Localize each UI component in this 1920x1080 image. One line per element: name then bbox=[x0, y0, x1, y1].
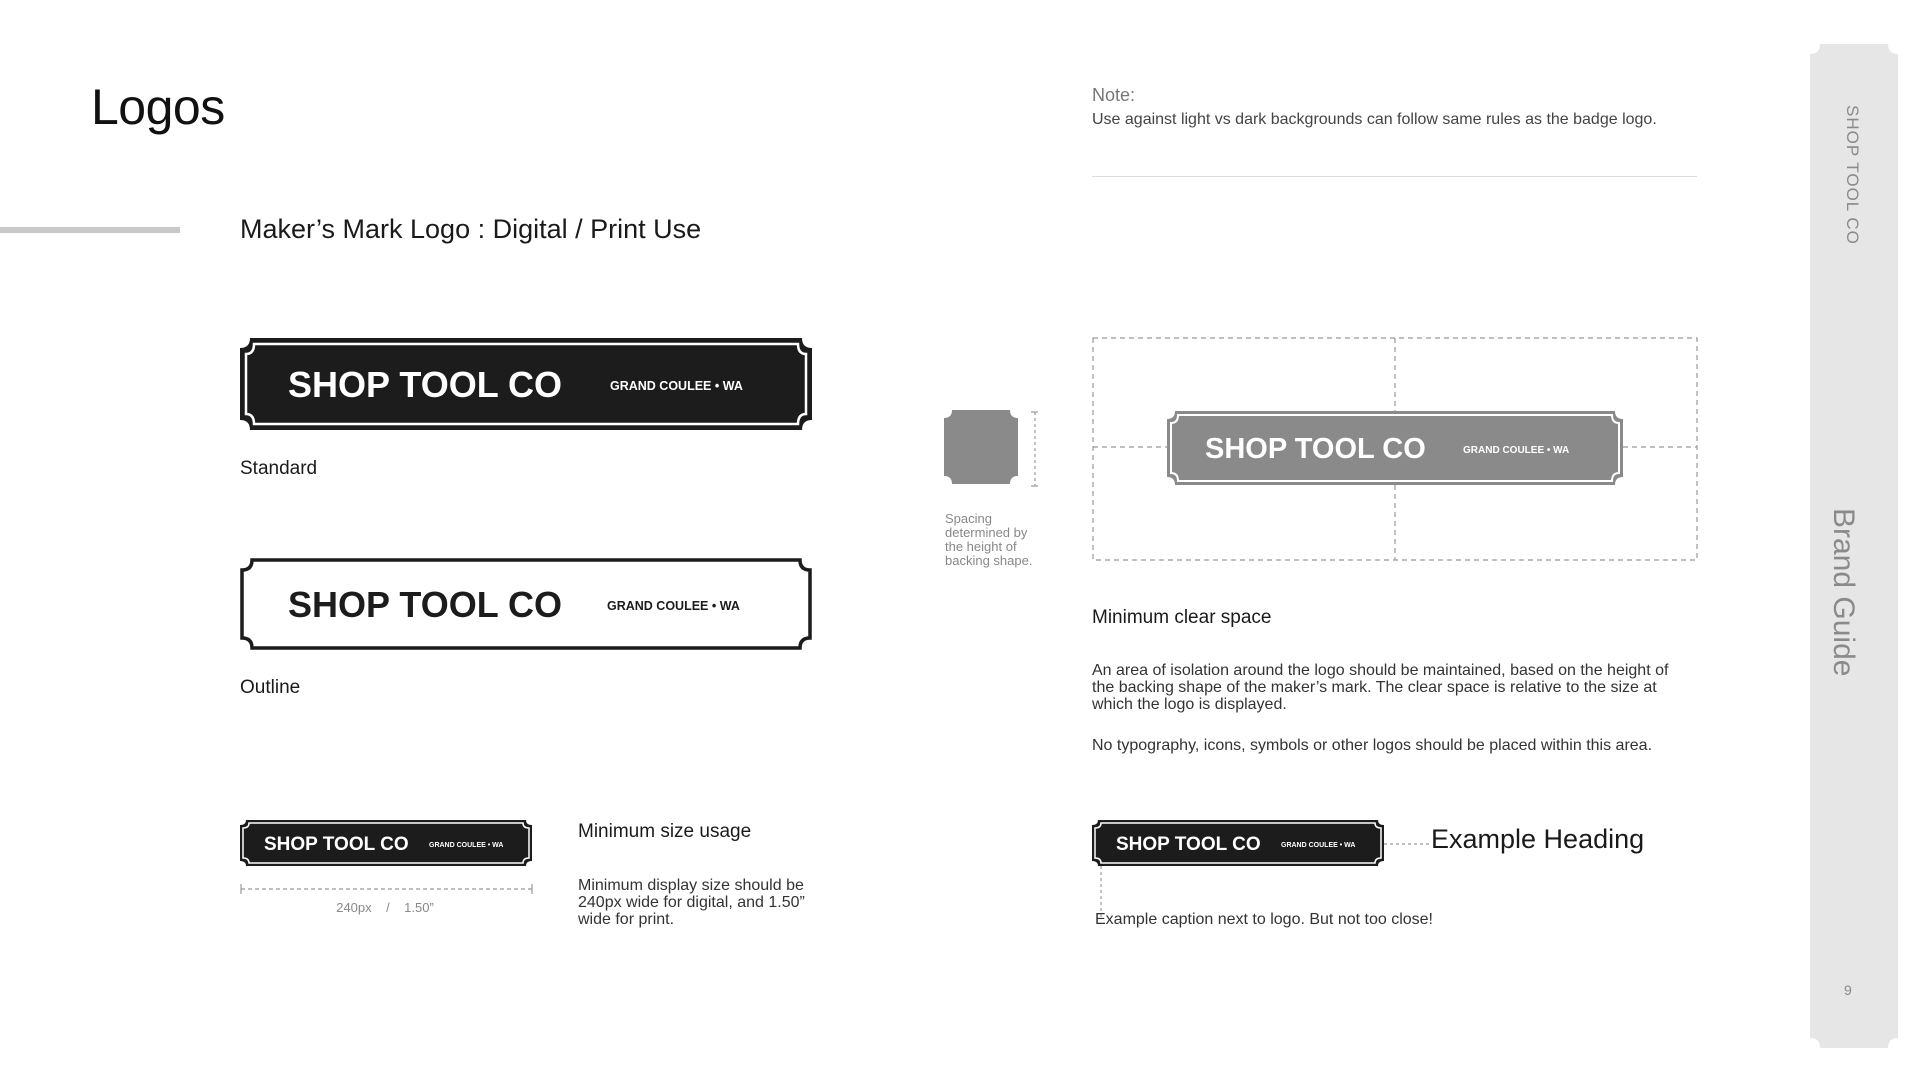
logo-name: SHOP TOOL CO bbox=[1205, 433, 1426, 465]
example-caption: Example caption next to logo. But not too close! bbox=[1095, 911, 1433, 928]
clear-space-heading: Minimum clear space bbox=[1092, 607, 1272, 628]
logo-standard bbox=[240, 338, 812, 430]
spacing-note: Spacing determined by the height of backing shape. bbox=[945, 511, 1033, 568]
sidebar-guide-title: Brand Guide bbox=[1827, 508, 1860, 677]
logo-location: GRAND COULEE • WA bbox=[429, 842, 504, 849]
note-heading: Note: bbox=[1092, 85, 1136, 105]
page-number: 9 bbox=[1844, 982, 1852, 998]
spacing-unit-shape bbox=[944, 410, 1038, 488]
logo-name: SHOP TOOL CO bbox=[264, 834, 409, 855]
logo-outline bbox=[240, 558, 812, 650]
example-spacing-guides bbox=[1100, 840, 1440, 920]
logo-location: GRAND COULEE • WA bbox=[610, 379, 743, 393]
label-outline: Outline bbox=[240, 677, 301, 698]
page-title: Logos bbox=[91, 79, 225, 135]
size-measure-line bbox=[240, 883, 534, 895]
label-standard: Standard bbox=[240, 458, 318, 479]
title-rule bbox=[0, 227, 180, 233]
logo-location: GRAND COULEE • WA bbox=[607, 599, 740, 613]
min-size-heading: Minimum size usage bbox=[578, 821, 752, 842]
logo-location: GRAND COULEE • WA bbox=[1281, 842, 1356, 849]
clear-space-diagram bbox=[1092, 337, 1698, 561]
logo-name: SHOP TOOL CO bbox=[288, 364, 563, 405]
logo-minimum-size bbox=[240, 820, 532, 866]
min-size-body: Minimum display size should be 240px wide for digital, and 1.50” wide for print. bbox=[578, 877, 805, 928]
clear-space-body-2: No typography, icons, symbols or other logos should be placed within this area. bbox=[1092, 737, 1653, 754]
section-title: Maker’s Mark Logo : Digital / Print Use bbox=[240, 214, 702, 244]
clear-space-body: An area of isolation around the logo should be maintained, based on the height of the backing shape of the maker’s mark. The clear space is relative to the size at which the logo is displayed. bbox=[1092, 662, 1669, 713]
example-heading: Example Heading bbox=[1431, 824, 1645, 854]
logo-name: SHOP TOOL CO bbox=[1116, 834, 1261, 855]
logo-location: GRAND COULEE • WA bbox=[1463, 445, 1570, 456]
logo-name: SHOP TOOL CO bbox=[288, 584, 563, 625]
sidebar-brand: SHOP TOOL CO bbox=[1843, 105, 1862, 245]
size-measure-label: 240px / 1.50” bbox=[336, 900, 434, 915]
note-divider bbox=[1092, 176, 1697, 177]
note-body: Use against light vs dark backgrounds can follow same rules as the badge logo. bbox=[1092, 111, 1657, 128]
